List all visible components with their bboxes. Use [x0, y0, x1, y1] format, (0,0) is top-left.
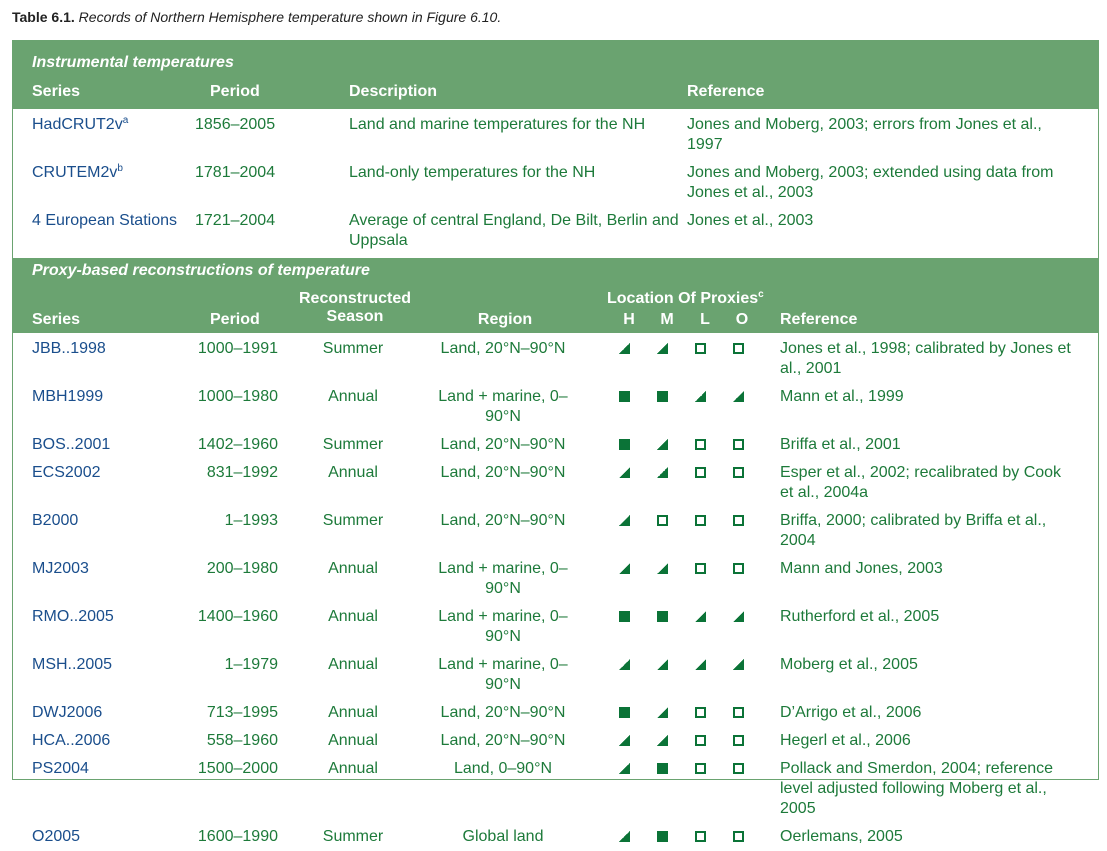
spacer	[757, 823, 780, 851]
proxy-cell-m	[643, 459, 681, 507]
period-cell: 1500–2000	[197, 760, 278, 777]
spacer	[757, 755, 780, 823]
spacer	[757, 383, 780, 431]
triangle-icon	[695, 659, 706, 670]
triangle-icon	[733, 659, 744, 670]
period-cell: 558–1960	[206, 732, 278, 749]
spacer	[13, 699, 32, 727]
spacer	[13, 207, 32, 255]
open-square-icon	[733, 467, 744, 478]
spacer	[757, 507, 780, 555]
series-cell: MSH..2005	[32, 656, 113, 673]
season-cell: Annual	[328, 704, 378, 721]
spacer	[1078, 755, 1098, 823]
col-period: Period	[210, 311, 260, 328]
triangle-icon	[619, 735, 630, 746]
table-row	[13, 651, 1098, 699]
series-name: HadCRUT2v	[32, 116, 123, 133]
proxy-cell-h	[605, 727, 643, 755]
col-l: L	[700, 311, 710, 328]
proxy-cell-m	[643, 603, 681, 651]
series-cell	[32, 207, 195, 255]
reference-cell: Hegerl et al., 2006	[780, 732, 911, 749]
triangle-icon	[619, 659, 630, 670]
col-season-line1: Reconstructed	[298, 290, 412, 307]
region-cell: Land + marine, 0–90°N	[438, 608, 568, 645]
region-cell: Land, 20°N–90°N	[440, 340, 566, 357]
region-cell: Land, 20°N–90°N	[440, 464, 566, 481]
spacer	[1078, 431, 1098, 459]
proxy-cell-h	[605, 459, 643, 507]
period-cell: 1000–1980	[197, 388, 278, 405]
spacer	[13, 335, 32, 383]
proxy-cell-l	[681, 651, 719, 699]
spacer	[578, 699, 605, 727]
period-cell: 1–1993	[224, 512, 278, 529]
table-row	[13, 111, 1098, 159]
filled-square-icon	[657, 391, 668, 402]
period-cell: 713–1995	[206, 704, 278, 721]
region-cell: Land, 0–90°N	[453, 760, 553, 777]
open-square-icon	[733, 831, 744, 842]
filled-square-icon	[619, 439, 630, 450]
period-cell: 1–1979	[224, 656, 278, 673]
col-season-line2: Season	[326, 308, 384, 325]
description-cell: Average of central England, De Bilt, Berlin and Uppsala	[349, 212, 679, 249]
open-square-icon	[695, 515, 706, 526]
col-h: H	[623, 311, 635, 328]
region-cell: Land + marine, 0–90°N	[438, 656, 568, 693]
proxy-cell-h	[605, 383, 643, 431]
season-cell: Annual	[328, 464, 378, 481]
triangle-icon	[657, 659, 668, 670]
reference-cell: Mann et al., 1999	[780, 388, 904, 405]
table-caption	[12, 9, 501, 25]
col-series: Series	[32, 311, 81, 328]
proxy-cell-h	[605, 651, 643, 699]
proxy-cell-o	[719, 727, 757, 755]
spacer	[578, 507, 605, 555]
proxy-cell-m	[643, 727, 681, 755]
spacer	[13, 603, 32, 651]
proxy-cell-h	[605, 431, 643, 459]
spacer	[1078, 459, 1098, 507]
table-row	[13, 755, 1098, 823]
region-cell: Global land	[462, 828, 544, 845]
footnote-marker: a	[122, 115, 129, 126]
col-m: M	[660, 311, 674, 328]
spacer	[578, 459, 605, 507]
proxy-cell-l	[681, 383, 719, 431]
spacer	[757, 699, 780, 727]
spacer	[13, 507, 32, 555]
proxy-cell-o	[719, 651, 757, 699]
reference-cell: D’Arrigo et al., 2006	[780, 704, 922, 721]
open-square-icon	[733, 439, 744, 450]
triangle-icon	[733, 391, 744, 402]
season-cell: Summer	[322, 340, 384, 357]
spacer	[13, 459, 32, 507]
period-cell: 1400–1960	[197, 608, 278, 625]
season-cell: Annual	[328, 560, 378, 577]
col-o: O	[735, 311, 749, 328]
open-square-icon	[695, 735, 706, 746]
reference-cell: Mann and Jones, 2003	[780, 560, 943, 577]
proxy-cell-o	[719, 507, 757, 555]
open-square-icon	[695, 831, 706, 842]
season-cell: Annual	[328, 656, 378, 673]
open-square-icon	[695, 707, 706, 718]
spacer	[1078, 383, 1098, 431]
proxy-cell-m	[643, 335, 681, 383]
spacer	[13, 755, 32, 823]
series-name: 4 European Stations	[32, 212, 177, 229]
open-square-icon	[695, 343, 706, 354]
season-cell: Summer	[322, 436, 384, 453]
footnote-marker: b	[117, 163, 123, 174]
proxy-cell-h	[605, 507, 643, 555]
series-cell: DWJ2006	[32, 704, 103, 721]
period-cell: 1000–1991	[197, 340, 278, 357]
proxy-table	[13, 335, 1098, 851]
col-region: Region	[477, 311, 533, 328]
triangle-icon	[619, 467, 630, 478]
open-square-icon	[695, 439, 706, 450]
col-series: Series	[32, 83, 81, 100]
triangle-icon	[657, 467, 668, 478]
spacer	[757, 459, 780, 507]
triangle-icon	[695, 391, 706, 402]
season-cell: Summer	[322, 828, 384, 845]
reference-cell: Rutherford et al., 2005	[780, 608, 940, 625]
reference-cell: Briffa, 2000; calibrated by Briffa et al., 2004	[780, 512, 1047, 549]
table-row	[13, 159, 1098, 207]
reference-cell: Briffa et al., 2001	[780, 436, 901, 453]
spacer	[1078, 823, 1098, 851]
series-cell: JBB..1998	[32, 340, 106, 357]
period-cell: 1721–2004	[195, 212, 276, 229]
triangle-icon	[657, 735, 668, 746]
spacer	[757, 727, 780, 755]
triangle-icon	[695, 611, 706, 622]
col-description: Description	[349, 83, 438, 100]
open-square-icon	[695, 467, 706, 478]
series-cell	[32, 159, 195, 207]
triangle-icon	[619, 831, 630, 842]
spacer	[13, 555, 32, 603]
open-square-icon	[733, 343, 744, 354]
series-cell: B2000	[32, 512, 79, 529]
reference-cell: Jones et al., 1998; calibrated by Jones et al., 2001	[780, 340, 1071, 377]
spacer	[13, 727, 32, 755]
description-cell: Land and marine temperatures for the NH	[349, 116, 646, 133]
spacer	[578, 755, 605, 823]
proxy-cell-h	[605, 755, 643, 823]
spacer	[757, 603, 780, 651]
proxy-cell-o	[719, 699, 757, 727]
triangle-icon	[657, 439, 668, 450]
table-row	[13, 727, 1098, 755]
period-cell: 1781–2004	[195, 164, 276, 181]
section-title: Instrumental temperatures	[32, 54, 234, 71]
spacer	[757, 431, 780, 459]
series-cell: BOS..2001	[32, 436, 111, 453]
proxy-cell-o	[719, 603, 757, 651]
spacer	[757, 335, 780, 383]
proxy-cell-m	[643, 507, 681, 555]
caption-label: Table 6.1.	[12, 9, 75, 25]
triangle-icon	[657, 707, 668, 718]
filled-square-icon	[657, 831, 668, 842]
spacer	[13, 823, 32, 851]
spacer	[13, 651, 32, 699]
open-square-icon	[695, 763, 706, 774]
reference-cell: Moberg et al., 2005	[780, 656, 918, 673]
spacer	[578, 727, 605, 755]
col-reference: Reference	[687, 83, 765, 100]
triangle-icon	[619, 763, 630, 774]
spacer	[1078, 335, 1098, 383]
table-row	[13, 699, 1098, 727]
proxy-cell-h	[605, 823, 643, 851]
footnote-c: c	[758, 289, 764, 300]
spacer	[578, 603, 605, 651]
table-row	[13, 555, 1098, 603]
spacer	[578, 555, 605, 603]
region-cell: Land, 20°N–90°N	[440, 436, 566, 453]
proxy-cell-m	[643, 699, 681, 727]
table-row	[13, 383, 1098, 431]
open-square-icon	[657, 515, 668, 526]
spacer	[1078, 651, 1098, 699]
col-period: Period	[210, 83, 260, 100]
series-cell: MJ2003	[32, 560, 89, 577]
table-row	[13, 507, 1098, 555]
proxy-cell-l	[681, 603, 719, 651]
proxy-cell-l	[681, 823, 719, 851]
table-row	[13, 823, 1098, 851]
series-name: CRUTEM2v	[32, 164, 118, 181]
triangle-icon	[657, 343, 668, 354]
triangle-icon	[619, 343, 630, 354]
region-cell: Land, 20°N–90°N	[440, 704, 566, 721]
season-cell: Annual	[328, 760, 378, 777]
filled-square-icon	[619, 611, 630, 622]
series-cell: ECS2002	[32, 464, 101, 481]
season-cell: Annual	[328, 388, 378, 405]
proxy-cell-h	[605, 555, 643, 603]
proxy-cell-l	[681, 507, 719, 555]
proxy-cell-h	[605, 335, 643, 383]
period-cell: 1402–1960	[197, 436, 278, 453]
open-square-icon	[733, 563, 744, 574]
filled-square-icon	[619, 707, 630, 718]
spacer	[578, 383, 605, 431]
description-cell: Land-only temperatures for the NH	[349, 164, 596, 181]
col-reference: Reference	[780, 311, 858, 328]
table-row	[13, 431, 1098, 459]
proxy-cell-o	[719, 431, 757, 459]
col-location	[607, 290, 764, 308]
region-cell: Land + marine, 0–90°N	[438, 560, 568, 597]
proxy-cell-m	[643, 431, 681, 459]
open-square-icon	[733, 735, 744, 746]
spacer	[13, 431, 32, 459]
proxy-cell-l	[681, 431, 719, 459]
proxy-cell-l	[681, 755, 719, 823]
filled-square-icon	[619, 391, 630, 402]
series-cell: MBH1999	[32, 388, 104, 405]
instrumental-header	[13, 41, 1098, 109]
proxy-cell-m	[643, 755, 681, 823]
proxy-cell-l	[681, 459, 719, 507]
filled-square-icon	[657, 611, 668, 622]
spacer	[1078, 507, 1098, 555]
proxy-cell-m	[643, 555, 681, 603]
col-season	[285, 290, 425, 326]
region-cell: Land, 20°N–90°N	[440, 512, 566, 529]
table-row	[13, 459, 1098, 507]
season-cell: Annual	[328, 608, 378, 625]
reference-cell: Esper et al., 2002; recalibrated by Cook et al., 2004a	[780, 464, 1062, 501]
proxy-cell-m	[643, 651, 681, 699]
region-cell: Land + marine, 0–90°N	[438, 388, 568, 425]
reference-cell: Jones et al., 2003	[687, 212, 814, 229]
triangle-icon	[619, 563, 630, 574]
series-cell: RMO..2005	[32, 608, 114, 625]
spacer	[578, 431, 605, 459]
spacer	[1078, 111, 1098, 159]
reference-cell: Jones and Moberg, 2003; extended using data from Jones et al., 2003	[687, 164, 1054, 201]
series-cell: HCA..2006	[32, 732, 111, 749]
proxy-cell-o	[719, 555, 757, 603]
instrumental-table	[13, 111, 1098, 255]
triangle-icon	[619, 515, 630, 526]
reference-cell: Pollack and Smerdon, 2004; reference level adjusted following Moberg et al., 2005	[780, 760, 1054, 817]
proxy-cell-m	[643, 823, 681, 851]
filled-square-icon	[657, 763, 668, 774]
proxy-header	[13, 258, 1098, 333]
reference-cell: Jones and Moberg, 2003; errors from Jones et al., 1997	[687, 116, 1042, 153]
proxy-cell-m	[643, 383, 681, 431]
triangle-icon	[657, 563, 668, 574]
open-square-icon	[733, 707, 744, 718]
spacer	[757, 555, 780, 603]
spacer	[578, 823, 605, 851]
series-cell: O2005	[32, 828, 81, 845]
season-cell: Annual	[328, 732, 378, 749]
proxy-cell-l	[681, 555, 719, 603]
series-cell	[32, 111, 195, 159]
spacer	[1078, 159, 1098, 207]
proxy-cell-o	[719, 823, 757, 851]
triangle-icon	[733, 611, 744, 622]
period-cell: 200–1980	[206, 560, 278, 577]
spacer	[1078, 699, 1098, 727]
table-row	[13, 207, 1098, 255]
proxy-cell-o	[719, 755, 757, 823]
reference-cell: Oerlemans, 2005	[780, 828, 903, 845]
spacer	[1078, 727, 1098, 755]
spacer	[1078, 207, 1098, 255]
proxy-cell-l	[681, 727, 719, 755]
period-cell: 1600–1990	[197, 828, 278, 845]
spacer	[13, 383, 32, 431]
spacer	[1078, 603, 1098, 651]
section-title: Proxy-based reconstructions of temperature	[32, 262, 370, 279]
series-cell: PS2004	[32, 760, 89, 777]
proxy-cell-l	[681, 335, 719, 383]
proxy-cell-h	[605, 603, 643, 651]
temperature-records-table	[12, 40, 1099, 845]
spacer	[13, 159, 32, 207]
table-row	[13, 335, 1098, 383]
open-square-icon	[733, 515, 744, 526]
proxy-cell-l	[681, 699, 719, 727]
season-cell: Summer	[322, 512, 384, 529]
period-cell: 831–1992	[206, 464, 278, 481]
col-location-label: Location Of Proxies	[607, 290, 759, 307]
spacer	[1078, 555, 1098, 603]
region-cell: Land, 20°N–90°N	[440, 732, 566, 749]
caption-text: Records of Northern Hemisphere temperature shown in Figure 6.10.	[78, 9, 502, 25]
proxy-cell-o	[719, 459, 757, 507]
period-cell: 1856–2005	[195, 116, 276, 133]
proxy-cell-o	[719, 335, 757, 383]
spacer	[578, 335, 605, 383]
spacer	[13, 111, 32, 159]
proxy-cell-o	[719, 383, 757, 431]
table-row	[13, 603, 1098, 651]
spacer	[757, 651, 780, 699]
spacer	[578, 651, 605, 699]
open-square-icon	[733, 763, 744, 774]
proxy-cell-h	[605, 699, 643, 727]
open-square-icon	[695, 563, 706, 574]
